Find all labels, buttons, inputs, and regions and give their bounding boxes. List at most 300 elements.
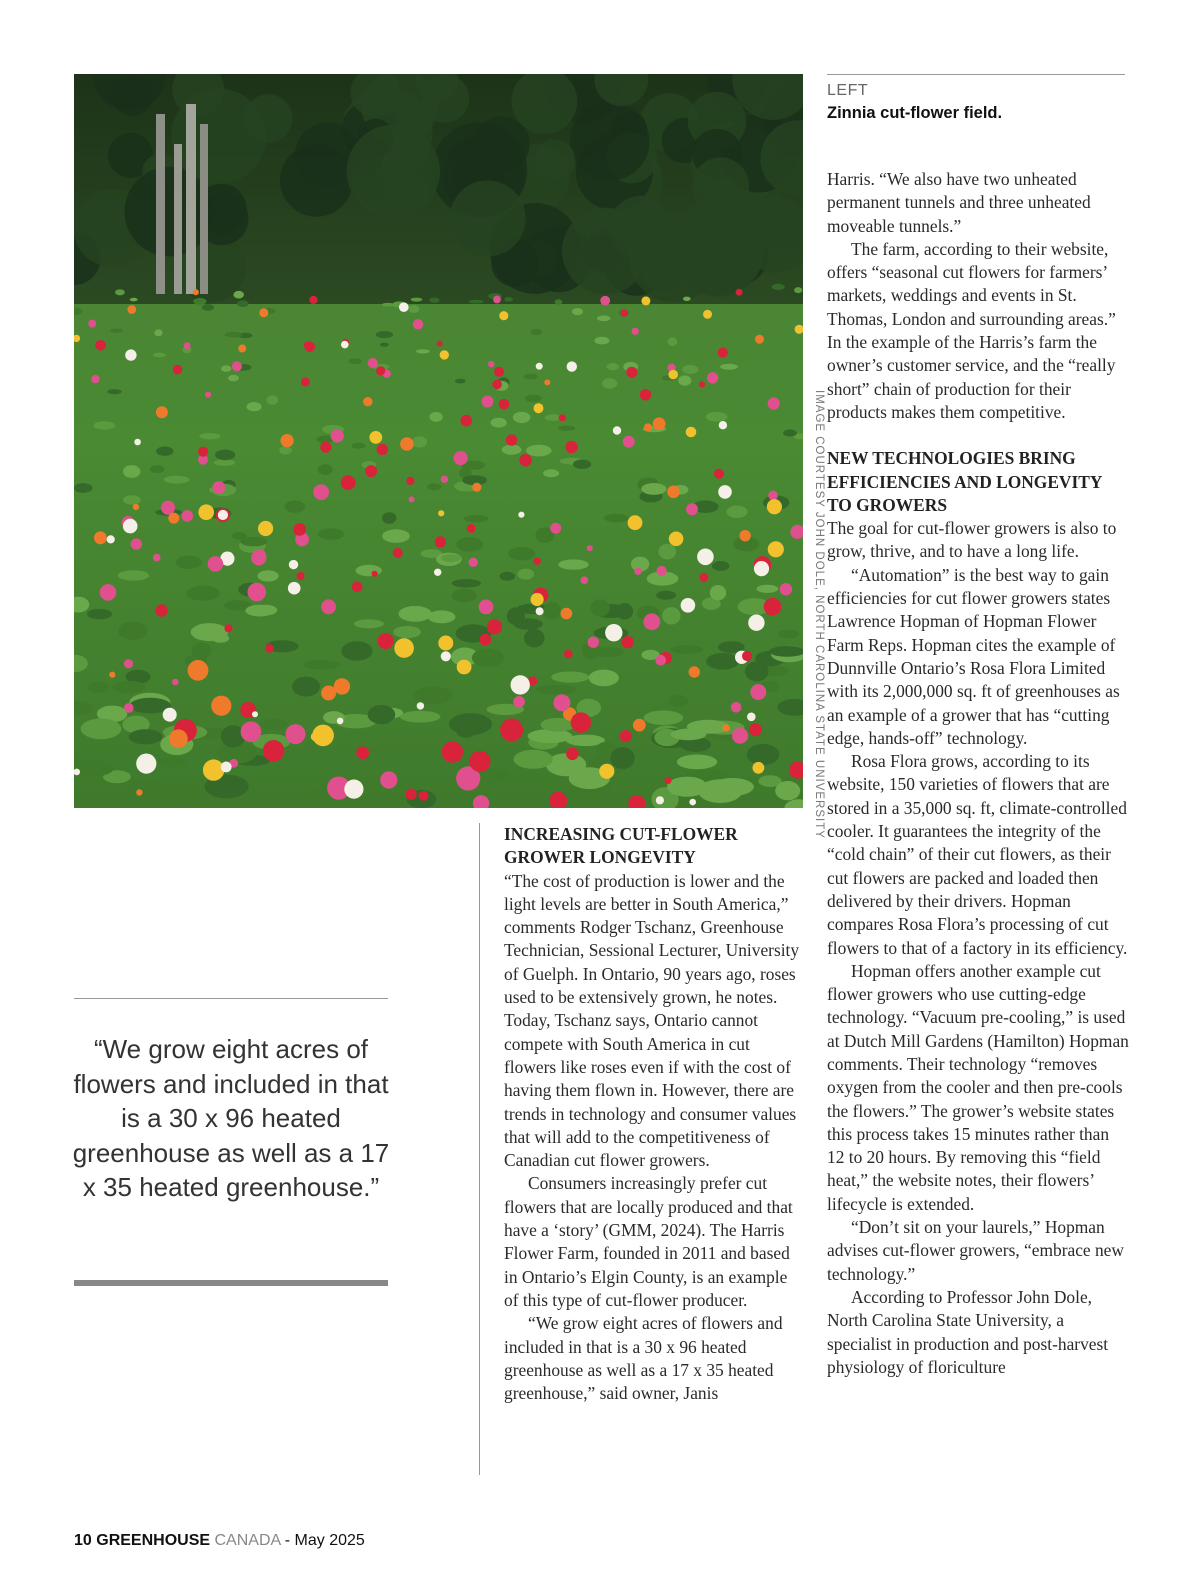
foliage-leaf	[348, 358, 362, 364]
foliage-leaf	[594, 337, 609, 345]
foliage-leaf	[528, 729, 573, 743]
zinnia-blossom	[467, 524, 476, 533]
zinnia-blossom	[653, 417, 666, 430]
zinnia-blossom	[553, 694, 570, 711]
zinnia-blossom	[313, 484, 329, 500]
foliage-leaf	[778, 630, 799, 639]
section-heading-technologies: NEW TECHNOLOGIES BRING EFFICIENCIES AND LONGEVITY TO GROWERS	[827, 448, 1102, 515]
zinnia-blossom	[406, 477, 414, 485]
zinnia-blossom	[100, 584, 117, 601]
foliage-leaf	[589, 670, 619, 687]
zinnia-blossom	[667, 486, 680, 499]
zinnia-blossom	[469, 558, 478, 567]
zinnia-blossom	[655, 655, 666, 666]
foliage-leaf	[303, 660, 340, 669]
tree-canopy-shape	[562, 208, 649, 295]
zinnia-blossom	[656, 796, 664, 804]
zinnia-blossom	[238, 345, 246, 353]
zinnia-blossom	[561, 608, 573, 620]
zinnia-blossom	[184, 342, 191, 349]
zinnia-blossom	[124, 703, 134, 713]
foliage-leaf	[354, 619, 384, 628]
foliage-leaf	[590, 599, 610, 616]
zinnia-blossom	[754, 561, 769, 576]
zinnia-blossom	[163, 708, 177, 722]
zinnia-blossom	[251, 550, 266, 565]
zinnia-blossom	[718, 348, 728, 358]
pull-quote-bottom-rule	[74, 1280, 388, 1286]
issue-date: May 2025	[294, 1532, 365, 1549]
foliage-leaf	[706, 412, 728, 422]
foliage-leaf	[164, 476, 190, 484]
magazine-name-suffix: CANADA	[214, 1532, 281, 1549]
zinnia-blossom	[506, 434, 517, 445]
foliage-leaf	[115, 289, 125, 295]
foliage-leaf	[240, 537, 267, 547]
zinnia-blossom	[492, 380, 502, 390]
zinnia-blossom	[748, 615, 764, 631]
zinnia-blossom	[380, 771, 397, 788]
section-heading-longevity: INCREASING CUT-FLOWER GROWER LONGEVITY	[504, 824, 738, 868]
zinnia-blossom	[168, 513, 179, 524]
paragraph: Harris. “We also have two unheated permanent tunnels and three unheated moveable tunnels.”	[827, 169, 1091, 236]
zinnia-blossom	[305, 342, 315, 352]
zinnia-blossom	[640, 389, 651, 400]
zinnia-blossom	[511, 675, 530, 694]
foliage-leaf	[558, 559, 588, 569]
zinnia-blossom	[479, 634, 491, 646]
zinnia-blossom	[369, 431, 382, 444]
zinnia-blossom	[301, 377, 310, 386]
zinnia-blossom	[198, 447, 208, 457]
column-divider	[479, 823, 480, 1475]
foliage-leaf	[233, 291, 244, 299]
zinnia-blossom	[208, 556, 224, 572]
zinnia-blossom	[281, 434, 294, 447]
zinnia-blossom	[442, 741, 463, 762]
zinnia-blossom	[344, 780, 363, 799]
article-column-3	[827, 168, 1129, 1379]
zinnia-blossom	[742, 651, 752, 661]
zinnia-blossom	[265, 644, 274, 653]
foliage-leaf	[341, 641, 372, 660]
zinnia-blossom	[732, 728, 748, 744]
zinnia-blossom	[334, 678, 350, 694]
zinnia-blossom	[331, 429, 344, 442]
foliage-leaf	[452, 589, 477, 603]
zinnia-blossom	[161, 501, 175, 515]
foliage-leaf	[202, 304, 214, 311]
zinnia-blossom	[109, 672, 115, 678]
foliage-leaf	[551, 672, 589, 683]
zinnia-blossom	[131, 538, 142, 549]
zinnia-blossom	[441, 476, 448, 483]
zinnia-blossom	[755, 335, 764, 344]
foliage-leaf	[376, 331, 393, 338]
foliage-leaf	[504, 297, 513, 302]
zinnia-blossom	[125, 349, 136, 360]
zinnia-blossom	[224, 624, 232, 632]
zinnia-blossom	[293, 523, 306, 536]
zinnia-blossom	[123, 519, 138, 534]
zinnia-blossom	[399, 302, 409, 312]
foliage-leaf	[472, 648, 504, 667]
pull-quote-top-rule	[74, 998, 388, 999]
zinnia-blossom	[780, 583, 792, 595]
foliage-leaf	[524, 629, 545, 648]
zinnia-blossom	[321, 599, 336, 614]
foliage-leaf	[279, 446, 292, 454]
zinnia-blossom	[587, 545, 593, 551]
zinnia-blossom	[394, 638, 414, 658]
zinnia-blossom	[417, 702, 424, 709]
foliage-leaf	[221, 365, 231, 371]
zinnia-blossom	[731, 702, 742, 713]
zinnia-blossom	[768, 541, 784, 557]
foliage-leaf	[794, 287, 802, 293]
zinnia-blossom	[263, 740, 285, 762]
foliage-leaf	[677, 755, 717, 770]
page-number: 10	[74, 1532, 92, 1549]
caption-label: LEFT	[827, 82, 869, 99]
zinnia-blossom	[479, 600, 494, 615]
foliage-leaf	[783, 429, 797, 436]
foliage-leaf	[617, 603, 634, 620]
zinnia-blossom	[232, 361, 242, 371]
zinnia-blossom	[621, 309, 628, 316]
foliage-leaf	[555, 299, 563, 304]
zinnia-blossom	[461, 415, 473, 427]
foliage-leaf	[93, 421, 115, 429]
zinnia-blossom	[409, 496, 415, 502]
foliage-leaf	[118, 570, 149, 581]
foliage-leaf	[118, 622, 147, 640]
foliage-leaf	[543, 469, 559, 477]
zinnia-blossom	[753, 762, 765, 774]
foliage-leaf	[214, 459, 235, 466]
zinnia-blossom	[714, 469, 724, 479]
zinnia-blossom	[198, 504, 214, 520]
foliage-leaf	[382, 512, 396, 524]
zinnia-blossom	[94, 531, 107, 544]
foliage-leaf	[543, 602, 560, 620]
foliage-leaf	[285, 501, 306, 513]
foliage-leaf	[107, 389, 121, 394]
zinnia-blossom	[136, 754, 156, 774]
zinnia-blossom	[533, 558, 540, 565]
foliage-leaf	[747, 744, 780, 765]
paragraph: The farm, according to their website, offers “seasonal cut flowers for farmers’ markets, weddings and events in St. Thomas, London and surrounding areas.” In the example of the Harris’s farm the owner’s customer service, and the “really short” chain of production for their products makes them competitive.	[827, 238, 1116, 422]
zinnia-blossom	[259, 308, 268, 317]
zinnia-blossom	[438, 510, 444, 516]
foliage-leaf	[74, 483, 92, 493]
zinnia-blossom	[124, 659, 133, 668]
foliage-leaf	[123, 465, 140, 478]
zinnia-blossom	[413, 319, 423, 329]
foliage-leaf	[430, 412, 443, 422]
zinnia-blossom	[136, 789, 142, 795]
foliage-leaf	[413, 686, 452, 704]
zinnia-blossom	[377, 444, 388, 455]
zinnia-blossom	[88, 320, 96, 328]
zinnia-blossom	[519, 454, 532, 467]
foliage-leaf	[572, 308, 583, 315]
zinnia-blossom	[203, 759, 224, 780]
paragraph: The goal for cut-flower growers is also to grow, thrive, and to have a long life.	[827, 518, 1117, 562]
zinnia-blossom	[544, 379, 550, 385]
foliage-leaf	[186, 586, 219, 601]
foliage-leaf	[683, 297, 691, 301]
foliage-leaf	[524, 374, 538, 380]
foliage-leaf	[156, 447, 173, 456]
zinnia-blossom	[643, 613, 660, 630]
foliage-leaf	[318, 464, 333, 475]
foliage-leaf	[126, 781, 170, 797]
foliage-leaf	[667, 777, 707, 797]
zinnia-blossom	[435, 536, 446, 547]
foliage-leaf	[558, 426, 575, 431]
foliage-leaf	[318, 528, 345, 539]
zinnia-blossom	[363, 397, 372, 406]
zinnia-blossom	[697, 549, 714, 566]
foliage-leaf	[518, 569, 535, 580]
foliage-leaf	[87, 609, 112, 619]
foliage-leaf	[400, 711, 441, 723]
zinnia-blossom	[289, 560, 298, 569]
caption-rule	[827, 74, 1125, 75]
foliage-leaf	[382, 529, 410, 543]
foliage-leaf	[513, 412, 531, 423]
zinnia-blossom	[438, 636, 453, 651]
foliage-leaf	[130, 298, 138, 302]
zinnia-blossom	[156, 406, 168, 418]
zinnia-blossom	[718, 485, 732, 499]
foliage-leaf	[706, 653, 739, 670]
foliage-leaf	[525, 395, 542, 403]
foliage-leaf	[412, 436, 427, 447]
zinnia-blossom	[441, 651, 451, 661]
zinnia-blossom	[767, 499, 782, 514]
zinnia-blossom	[440, 350, 449, 359]
zinnia-blossom	[686, 503, 698, 515]
zinnia-blossom	[405, 789, 416, 800]
zinnia-blossom	[241, 721, 262, 742]
foliage-leaf	[411, 298, 423, 302]
page-footer	[74, 1532, 365, 1550]
zinnia-field-image	[74, 74, 803, 808]
paragraph: “We grow eight acres of flowers and included in that is a 30 x 96 heated greenhouse as well as a 17 x 35 heated greenhouse,” said owner, Janis	[504, 1313, 783, 1404]
zinnia-blossom	[623, 436, 635, 448]
zinnia-blossom	[393, 548, 403, 558]
zinnia-blossom	[567, 361, 577, 371]
zinnia-blossom	[419, 791, 429, 801]
zinnia-blossom	[252, 711, 258, 717]
zinnia-blossom	[703, 310, 712, 319]
foliage-leaf	[199, 433, 220, 439]
foliage-leaf	[449, 713, 492, 735]
tree-canopy-shape	[450, 180, 526, 256]
paragraph: “The cost of production is lower and the light levels are better in South America,” comments Rodger Tschanz, Greenhouse Technician, Sessional Lecturer, University of Guelph. In Ontario, 90 years ago, roses used to be extensively grown, he notes. Today, Tschanz says, Ontario cannot compete with South America in cut flowers like roses even if with the cost of having them flown in. However, there are trends in technology and consumer values that will add to the competitiveness of Canadian cut flower growers.	[504, 870, 800, 1171]
foliage-leaf	[526, 445, 552, 457]
foliage-leaf	[292, 677, 320, 697]
paragraph: “Automation” is the best way to gain efficiencies for cut flower growers states Lawrence Hopman of Hopman Flower Farm Reps. Hopman cites the example of Dunnville Ontario’s Rosa Flora Limited with its 2,000,000 sq. ft of greenhouses as an example of a grower that has “cutting edge, hands-off” technology.	[827, 564, 1120, 748]
foliage-leaf	[536, 685, 577, 695]
foliage-leaf	[441, 554, 461, 562]
zinnia-blossom	[172, 679, 179, 686]
zinnia-blossom	[437, 341, 443, 347]
foliage-leaf	[775, 781, 800, 800]
foliage-leaf	[656, 591, 676, 600]
foliage-leaf	[597, 315, 610, 321]
zinnia-blossom	[212, 481, 225, 494]
foliage-leaf	[514, 750, 553, 769]
paragraph: Hopman offers another example cut flower growers who use cutting-edge technology. “Vacuum pre-cooling,” is used at Dutch Mill Gardens (Hamilton) Hopman comments. Their technology “removes oxygen from the cooler and then pre-cools the flowers.” The grower’s website states this process takes 15 minutes rather than 12 to 20 hours. By removing this “field heat,” the website notes, their flowers’ lifecycle is extended.	[827, 960, 1129, 1214]
foliage-leaf	[508, 547, 535, 561]
zinnia-blossom	[689, 799, 696, 806]
tree-canopy-shape	[347, 125, 440, 218]
zinnia-blossom	[494, 367, 504, 377]
foliage-leaf	[427, 483, 442, 490]
foliage-leaf	[225, 332, 242, 338]
zinnia-blossom	[707, 372, 718, 383]
zinnia-blossom	[550, 523, 561, 534]
footer-separator: -	[284, 1532, 291, 1549]
zinnia-blossom	[536, 363, 543, 370]
zinnia-blossom	[599, 764, 614, 779]
zinnia-blossom	[632, 328, 639, 335]
zinnia-blossom	[565, 441, 577, 453]
foliage-leaf	[154, 329, 162, 336]
zinnia-blossom	[365, 465, 377, 477]
zinnia-blossom	[153, 554, 161, 562]
foliage-leaf	[212, 634, 229, 643]
foliage-leaf	[228, 375, 239, 382]
zinnia-blossom	[634, 568, 641, 575]
zinnia-blossom	[499, 399, 510, 410]
zinnia-blossom	[221, 762, 232, 773]
foliage-leaf	[356, 565, 382, 576]
zinnia-blossom	[454, 451, 468, 465]
foliage-leaf	[530, 329, 542, 335]
tree-canopy-shape	[570, 101, 650, 181]
zinnia-blossom	[622, 636, 634, 648]
zinnia-blossom	[91, 375, 99, 383]
foliage-leaf	[573, 460, 591, 469]
zinnia-blossom	[469, 751, 490, 772]
zinnia-blossom	[188, 660, 209, 681]
foliage-leaf	[393, 626, 421, 638]
zinnia-blossom	[356, 746, 369, 759]
foliage-leaf	[682, 365, 698, 374]
zinnia-blossom	[500, 718, 523, 741]
foliage-leaf	[176, 556, 202, 569]
foliage-leaf	[662, 607, 680, 624]
article-column-2	[504, 823, 804, 1405]
zinnia-blossom	[536, 607, 544, 615]
zinnia-blossom	[699, 573, 708, 582]
zinnia-blossom	[205, 392, 211, 398]
foliage-leaf	[260, 719, 287, 730]
paragraph: According to Professor John Dole, North Carolina State University, a specialist in production and post-harvest physiology of floriculture	[827, 1286, 1109, 1377]
zinnia-blossom	[566, 748, 579, 761]
foliage-leaf	[153, 353, 166, 358]
foliage-leaf	[81, 718, 122, 739]
foliage-leaf	[247, 402, 262, 411]
zinnia-blossom	[288, 582, 301, 595]
foliage-leaf	[193, 298, 206, 305]
foliage-leaf	[604, 514, 629, 523]
paragraph: Consumers increasingly prefer cut flowers that are locally produced and that have a ‘story’ (GMM, 2024). The Harris Flower Farm, founded in 2011 and based in Ontario’s Elgin County, is an example of this type of cut-flower producer.	[504, 1173, 793, 1310]
zinnia-blossom	[669, 532, 684, 547]
foliage-leaf	[491, 418, 507, 428]
zinnia-blossom	[722, 724, 729, 731]
zinnia-blossom	[768, 491, 778, 501]
paragraph: Rosa Flora grows, according to its website, 150 varieties of flowers that are stored in a 35,000 sq. ft, climate-controlled cooler. It guarantees the integrity of the “cold chain” of their cut flowers, as their cut flowers are packed and loaded then delivered by their drivers. Hopman compares Rosa Flora’s processing of cut flowers to that of a factory in its efficiency.	[827, 751, 1128, 958]
zinnia-blossom	[376, 366, 385, 375]
foliage-leaf	[416, 349, 430, 353]
caption-text: Zinnia cut-flower field.	[827, 104, 1003, 122]
zinnia-blossom	[689, 666, 700, 677]
zinnia-blossom	[740, 530, 751, 541]
zinnia-blossom	[155, 604, 167, 616]
zinnia-blossom	[764, 598, 782, 616]
zinnia-blossom	[580, 576, 588, 584]
zinnia-blossom	[499, 311, 508, 320]
zinnia-blossom	[173, 365, 183, 375]
foliage-leaf	[380, 343, 389, 347]
zinnia-blossom	[493, 296, 501, 304]
tree-canopy-shape	[112, 75, 153, 116]
pull-quote: “We grow eight acres of flowers and included in that is a 30 x 96 heated greenhouse as well as a 17 x 35 heated greenhouse.”	[72, 1034, 390, 1202]
foliage-leaf	[678, 375, 691, 385]
foliage-leaf	[408, 305, 419, 313]
zinnia-blossom	[749, 723, 762, 736]
foliage-leaf	[644, 711, 684, 726]
zinnia-blossom	[258, 521, 273, 536]
zinnia-blossom	[633, 719, 646, 732]
foliage-leaf	[382, 303, 394, 307]
zinnia-blossom	[341, 475, 356, 490]
foliage-leaf	[428, 610, 456, 623]
foliage-leaf	[711, 778, 754, 796]
foliage-leaf	[351, 443, 365, 449]
foliage-leaf	[215, 450, 235, 461]
zinnia-field-photo	[74, 74, 803, 808]
paragraph: “Don’t sit on your laurels,” Hopman advises cut-flower growers, “embrace new technology.”	[827, 1217, 1124, 1284]
zinnia-blossom	[482, 396, 494, 408]
zinnia-blossom	[559, 414, 566, 421]
zinnia-blossom	[286, 724, 306, 744]
zinnia-blossom	[95, 340, 106, 351]
foliage-leaf	[710, 585, 726, 600]
foliage-leaf	[507, 607, 525, 625]
zinnia-blossom	[605, 624, 622, 641]
zinnia-blossom	[297, 572, 305, 580]
zinnia-blossom	[352, 582, 363, 593]
zinnia-blossom	[127, 305, 136, 314]
foliage-leaf	[110, 329, 123, 333]
zinnia-blossom	[657, 566, 667, 576]
foliage-leaf	[500, 572, 516, 581]
tree-canopy-shape	[692, 157, 749, 214]
zinnia-blossom	[750, 684, 766, 700]
foliage-leaf	[712, 561, 729, 571]
foliage-leaf	[368, 705, 396, 724]
foliage-leaf	[305, 790, 332, 808]
zinnia-blossom	[513, 696, 525, 708]
foliage-leaf	[727, 506, 748, 519]
foliage-leaf	[464, 515, 489, 523]
